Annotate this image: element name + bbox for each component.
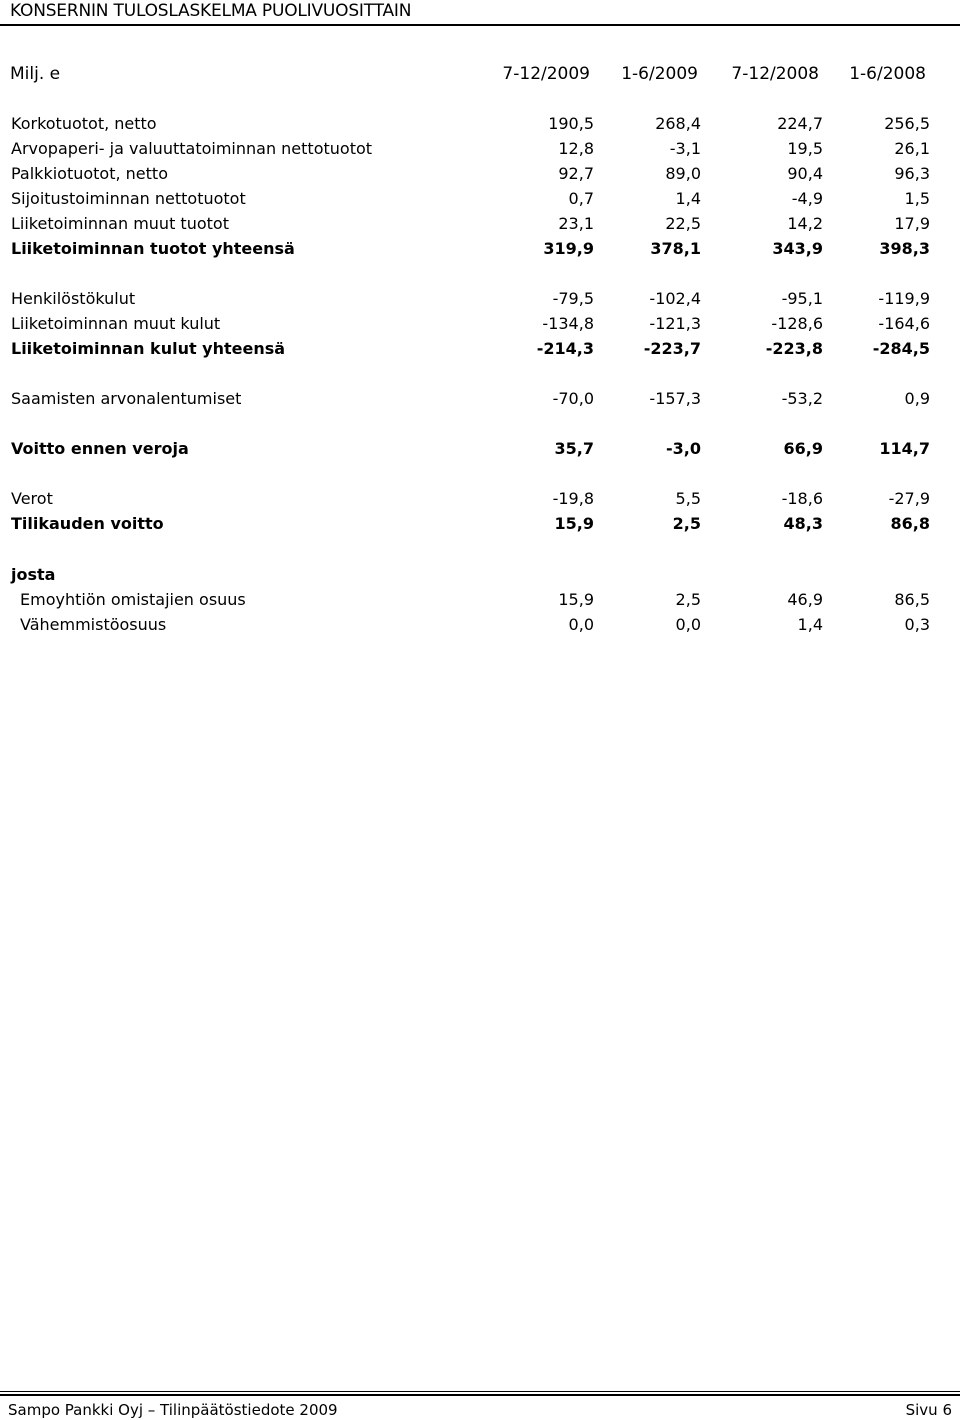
- row-value: -214,3: [536, 339, 594, 358]
- row-value: 92,7: [558, 164, 594, 183]
- row-value: -157,3: [649, 389, 701, 408]
- row-value: -119,9: [878, 289, 930, 308]
- column-header-period: 7-12/2008: [731, 64, 819, 84]
- row-label: Tilikauden voitto: [11, 514, 164, 533]
- footer-divider: [0, 1391, 960, 1396]
- row-label: Sijoitustoiminnan nettotuotot: [11, 189, 246, 208]
- unit-label: Milj. e: [10, 64, 61, 84]
- table-row: [0, 211, 960, 236]
- row-value: 398,3: [879, 239, 930, 258]
- row-value: -53,2: [781, 389, 823, 408]
- row-value: 22,5: [665, 214, 701, 233]
- row-value: -3,1: [669, 139, 701, 158]
- row-label: Palkkiotuotot, netto: [11, 164, 168, 183]
- row-value: 319,9: [543, 239, 594, 258]
- row-value: 378,1: [650, 239, 701, 258]
- row-value: 5,5: [675, 489, 701, 508]
- row-label: Korkotuotot, netto: [11, 114, 157, 133]
- row-label: Saamisten arvonalentumiset: [11, 389, 242, 408]
- row-value: 1,4: [675, 189, 701, 208]
- column-header-period: 1-6/2009: [621, 64, 698, 84]
- row-value: 19,5: [787, 139, 823, 158]
- row-value: 46,9: [787, 590, 823, 609]
- row-value: -284,5: [872, 339, 930, 358]
- table-row-total: [0, 336, 960, 361]
- row-value: 15,9: [554, 514, 594, 533]
- column-header-period: 7-12/2009: [502, 64, 590, 84]
- row-value: 66,9: [783, 439, 823, 458]
- row-value: -223,7: [643, 339, 701, 358]
- row-value: 0,7: [568, 189, 594, 208]
- row-value: -70,0: [552, 389, 594, 408]
- row-value: -19,8: [552, 489, 594, 508]
- row-label: Liiketoiminnan tuotot yhteensä: [11, 239, 295, 258]
- row-value: 256,5: [884, 114, 930, 133]
- table-row: [0, 111, 960, 136]
- row-value: 17,9: [894, 214, 930, 233]
- row-value: -27,9: [888, 489, 930, 508]
- row-value: -128,6: [771, 314, 823, 333]
- row-value: 343,9: [772, 239, 823, 258]
- row-value: 2,5: [675, 590, 701, 609]
- table-row: [0, 186, 960, 211]
- table-row: [0, 386, 960, 411]
- table-row: [0, 161, 960, 186]
- row-value: -4,9: [791, 189, 823, 208]
- row-value: 114,7: [879, 439, 930, 458]
- table-row-total: [0, 511, 960, 536]
- row-value: 12,8: [558, 139, 594, 158]
- row-value: 14,2: [787, 214, 823, 233]
- row-value: -102,4: [649, 289, 701, 308]
- row-value: -95,1: [781, 289, 823, 308]
- row-label: Liiketoiminnan kulut yhteensä: [11, 339, 286, 358]
- table-row: [0, 612, 960, 637]
- page-title: KONSERNIN TULOSLASKELMA PUOLIVUOSITTAIN: [10, 1, 412, 21]
- row-value: -164,6: [878, 314, 930, 333]
- row-value: 86,8: [890, 514, 930, 533]
- row-value: -134,8: [542, 314, 594, 333]
- row-value: 48,3: [783, 514, 823, 533]
- row-value: 26,1: [894, 139, 930, 158]
- table-row: [0, 486, 960, 511]
- row-label: Voitto ennen veroja: [11, 439, 189, 458]
- column-header-row: [0, 62, 960, 87]
- row-label: Henkilöstökulut: [11, 289, 136, 308]
- row-value: 2,5: [672, 514, 701, 533]
- row-value: 0,9: [904, 389, 930, 408]
- row-value: 224,7: [777, 114, 823, 133]
- row-label: Verot: [11, 489, 53, 508]
- table-row: [0, 587, 960, 612]
- table-row: [0, 286, 960, 311]
- row-value: 1,5: [904, 189, 930, 208]
- row-value: 15,9: [558, 590, 594, 609]
- row-value: 96,3: [894, 164, 930, 183]
- row-value: 35,7: [554, 439, 594, 458]
- row-value: -3,0: [666, 439, 701, 458]
- table-row: [0, 311, 960, 336]
- row-label: Vähemmistöosuus: [20, 615, 167, 634]
- row-label: Emoyhtiön omistajien osuus: [20, 590, 246, 609]
- row-label: Liiketoiminnan muut tuotot: [11, 214, 229, 233]
- table-row-total: [0, 236, 960, 261]
- row-value: -223,8: [765, 339, 823, 358]
- row-value: 89,0: [665, 164, 701, 183]
- row-value: 0,0: [675, 615, 701, 634]
- title-divider: [0, 24, 960, 26]
- footer-document-title: Sampo Pankki Oyj – Tilinpäätöstiedote 2009: [8, 1401, 338, 1419]
- row-value: 90,4: [787, 164, 823, 183]
- row-value: 86,5: [894, 590, 930, 609]
- row-value: 268,4: [655, 114, 701, 133]
- table-row-total: [0, 436, 960, 461]
- row-value: 0,3: [904, 615, 930, 634]
- row-label: Liiketoiminnan muut kulut: [11, 314, 221, 333]
- table-row: [0, 136, 960, 161]
- row-value: -79,5: [552, 289, 594, 308]
- row-value: -121,3: [649, 314, 701, 333]
- row-value: 0,0: [568, 615, 594, 634]
- row-label: Arvopaperi- ja valuuttatoiminnan nettotuotot: [11, 139, 373, 158]
- row-value: 190,5: [548, 114, 594, 133]
- column-header-period: 1-6/2008: [849, 64, 926, 84]
- row-value: -18,6: [781, 489, 823, 508]
- row-label: josta: [11, 565, 56, 584]
- table-row-section-label: [0, 562, 960, 587]
- row-value: 1,4: [797, 615, 823, 634]
- page-number: Sivu 6: [905, 1401, 952, 1419]
- row-value: 23,1: [558, 214, 594, 233]
